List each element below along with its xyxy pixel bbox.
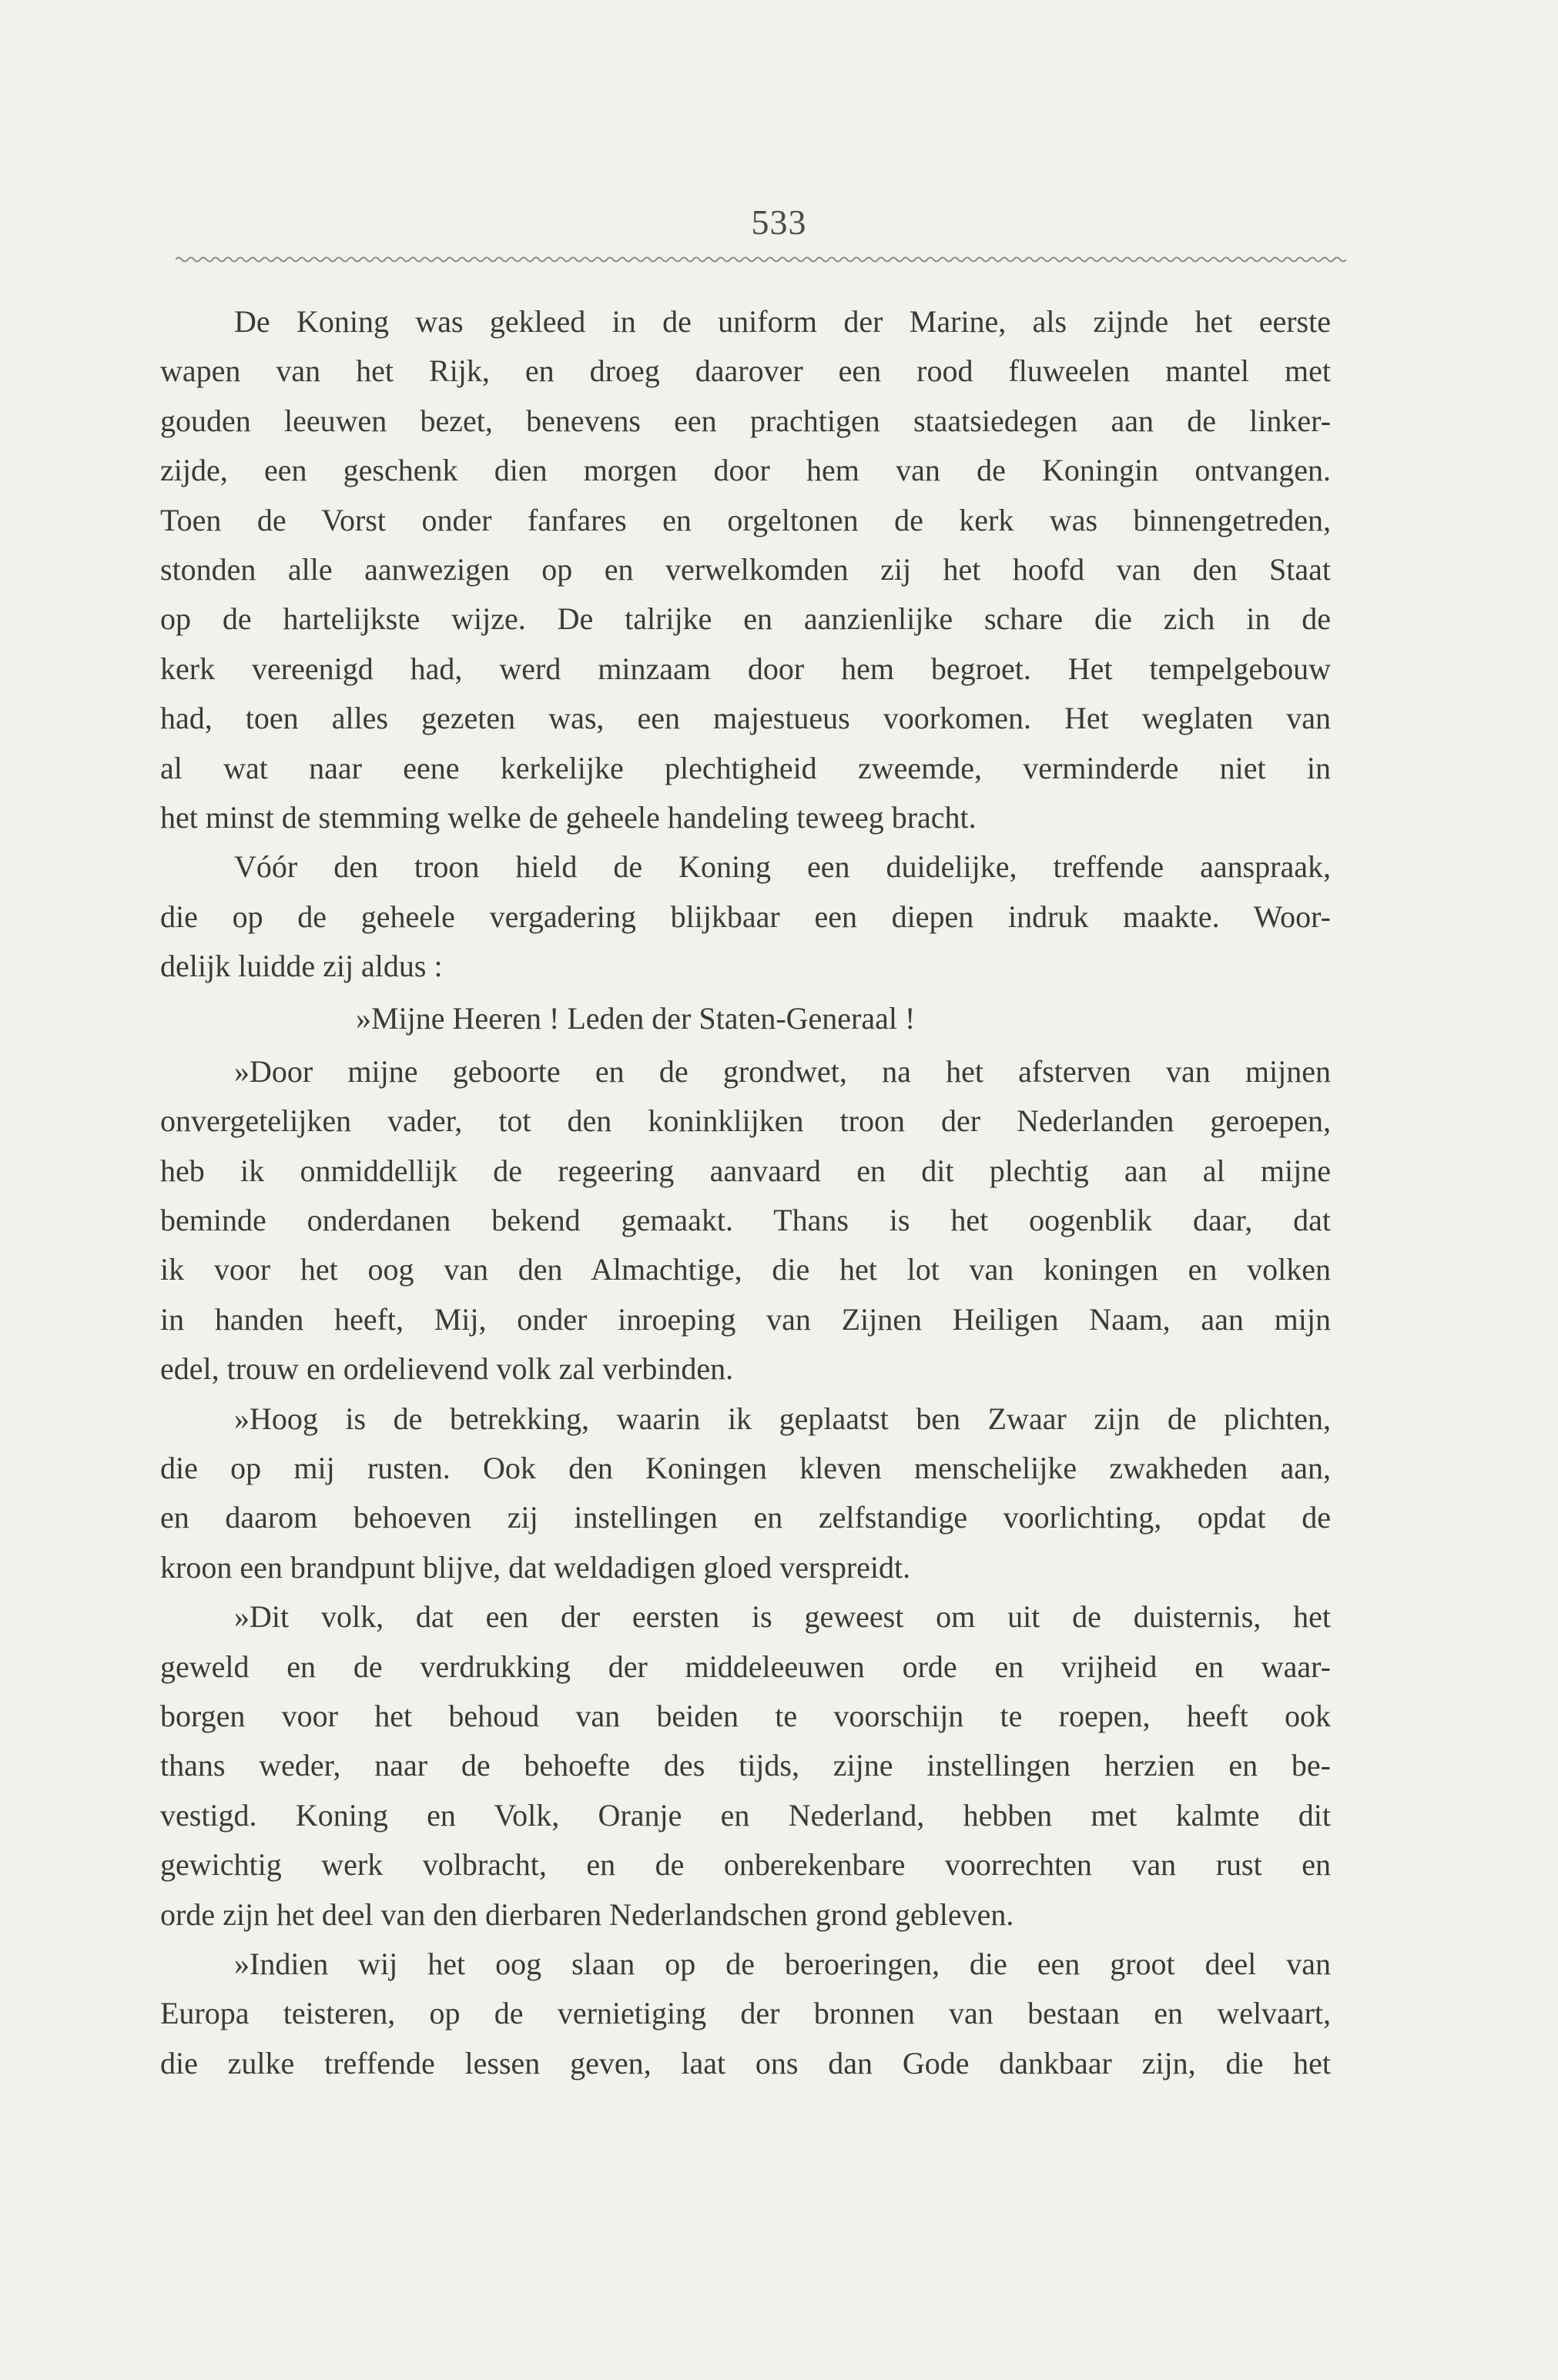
- text-line: het minst de stemming welke de geheele handeling teweeg bracht.: [160, 799, 977, 835]
- text-line: »Indien wij het oog slaan op de beroeringen, die een groot deel van: [234, 1946, 1331, 1981]
- text-line: had, toen alles gezeten was, een majestueus voorkomen. Het weglaten van: [160, 701, 1331, 736]
- text-line: geweld en de verdrukking der middeleeuwen orde en vrijheid en waar-: [160, 1649, 1331, 1684]
- text-line: op de hartelijkste wijze. De talrijke en aanzienlijke schare die zich in de: [160, 601, 1331, 637]
- text-line: die op mij rusten. Ook den Koningen kleven menschelijke zwakheden aan,: [160, 1450, 1331, 1485]
- body-text: [160, 297, 1331, 2088]
- salutation-line: »Mijne Heeren ! Leden der Staten-Generaal !: [356, 1001, 916, 1036]
- text-line: »Dit volk, dat een der eersten is geweest om uit de duisternis, het: [234, 1599, 1331, 1635]
- text-line: die zulke treffende lessen geven, laat ons dan Gode dankbaar zijn, die het: [160, 2045, 1331, 2080]
- text-line: orde zijn het deel van den dierbaren Nederlandschen grond gebleven.: [160, 1896, 1014, 1932]
- text-line: onvergetelijken vader, tot den koninklijken troon der Nederlanden geroepen,: [160, 1103, 1331, 1139]
- text-line: die op de geheele vergadering blijkbaar een diepen indruk maakte. Woor-: [160, 899, 1331, 934]
- text-line: delijk luidde zij aldus :: [160, 949, 443, 984]
- text-line: vestigd. Koning en Volk, Oranje en Nederland, hebben met kalmte dit: [160, 1797, 1331, 1833]
- page-number: 533: [751, 203, 807, 242]
- text-line: Toen de Vorst onder fanfares en orgeltonen de kerk was binnengetreden,: [160, 502, 1331, 537]
- text-line: Vóór den troon hield de Koning een duidelijke, treffende aanspraak,: [234, 849, 1331, 885]
- text-line: borgen voor het behoud van beiden te voorschijn te roepen, heeft ook: [160, 1698, 1331, 1733]
- text-line: zijde, een geschenk dien morgen door hem van de Koningin ontvangen.: [160, 453, 1331, 488]
- text-line: kerk vereenigd had, werd minzaam door hem begroet. Het tempelgebouw: [160, 651, 1331, 686]
- decorative-wavy-rule: [176, 254, 1346, 265]
- text-line: Europa teisteren, op de vernietiging der bronnen van bestaan en welvaart,: [160, 1996, 1331, 2031]
- text-line: beminde onderdanen bekend gemaakt. Thans is het oogenblik daar, dat: [160, 1203, 1331, 1238]
- text-line: »Hoog is de betrekking, waarin ik geplaatst ben Zwaar zijn de plichten,: [234, 1401, 1331, 1436]
- text-line: gouden leeuwen bezet, benevens een prachtigen staatsiedegen aan de linker-: [160, 403, 1331, 438]
- text-line: wapen van het Rijk, en droeg daarover een rood fluweelen mantel met: [160, 353, 1331, 389]
- text-line: en daarom behoeven zij instellingen en zelfstandige voorlichting, opdat de: [160, 1500, 1331, 1535]
- text-line: kroon een brandpunt blijve, dat weldadigen gloed verspreidt.: [160, 1549, 911, 1585]
- text-line: thans weder, naar de behoefte des tijds, zijne instellingen herzien en be-: [160, 1748, 1331, 1783]
- text-line: in handen heeft, Mij, onder inroeping van Zijnen Heiligen Naam, aan mijn: [160, 1301, 1331, 1337]
- text-line: heb ik onmiddellijk de regeering aanvaard en dit plechtig aan al mijne: [160, 1153, 1331, 1188]
- text-line: gewichtig werk volbracht, en de onberekenbare voorrechten van rust en: [160, 1847, 1331, 1883]
- text-line: »Door mijne geboorte en de grondwet, na het afsterven van mijnen: [234, 1053, 1331, 1089]
- text-line: De Koning was gekleed in de uniform der Marine, als zijnde het eerste: [234, 304, 1331, 339]
- text-line: ik voor het oog van den Almachtige, die het lot van koningen en volken: [160, 1252, 1331, 1287]
- text-line: al wat naar eene kerkelijke plechtigheid zweemde, verminderde niet in: [160, 750, 1331, 785]
- text-line: edel, trouw en ordelievend volk zal verbinden.: [160, 1351, 734, 1387]
- text-line: stonden alle aanwezigen op en verwelkomden zij het hoofd van den Staat: [160, 551, 1331, 587]
